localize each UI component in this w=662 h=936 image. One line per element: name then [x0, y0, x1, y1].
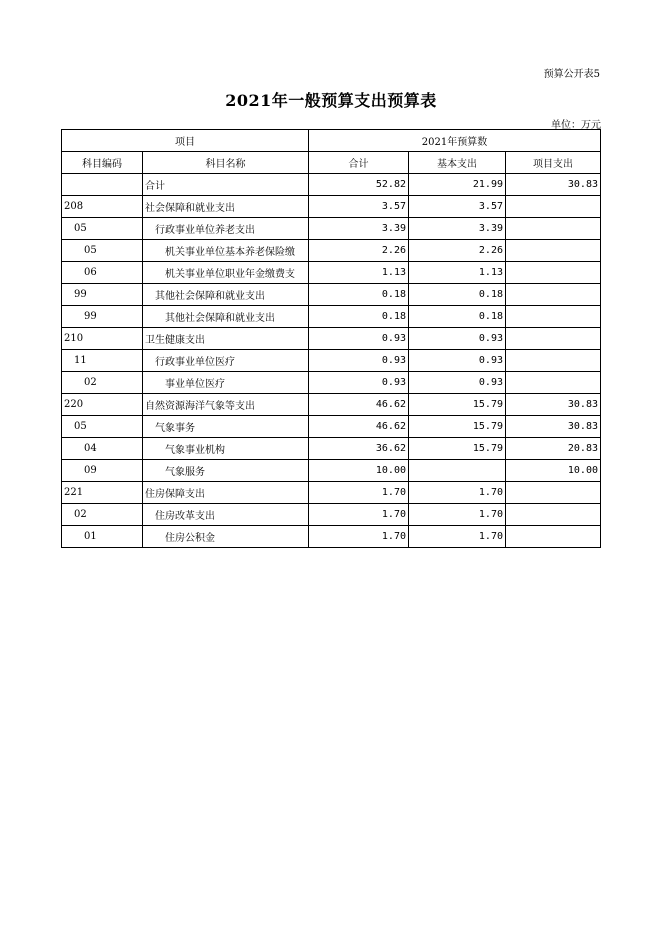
- cell-code: 99: [62, 284, 143, 306]
- cell-name: 卫生健康支出: [143, 328, 309, 350]
- cell-name: 社会保障和就业支出: [143, 196, 309, 218]
- cell-total: 46.62: [309, 416, 409, 438]
- table-row: [62, 438, 601, 460]
- table-row: [62, 240, 601, 262]
- cell-name: 自然资源海洋气象等支出: [143, 394, 309, 416]
- cell-total: 2.26: [309, 240, 409, 262]
- header-code: 科目编码: [62, 152, 143, 174]
- cell-code: 220: [62, 394, 143, 416]
- cell-basic: 3.57: [409, 196, 506, 218]
- cell-name: 事业单位医疗: [143, 372, 309, 394]
- cell-name: 其他社会保障和就业支出: [143, 306, 309, 328]
- table-row: [62, 306, 601, 328]
- cell-project: [506, 240, 601, 262]
- cell-total: 1.70: [309, 526, 409, 548]
- cell-name: 住房保障支出: [143, 482, 309, 504]
- cell-code: 05: [62, 218, 143, 240]
- cell-code: 04: [62, 438, 143, 460]
- cell-basic: 15.79: [409, 416, 506, 438]
- cell-total: 1.70: [309, 504, 409, 526]
- cell-basic: 1.70: [409, 482, 506, 504]
- table-row: [62, 328, 601, 350]
- cell-code: 09: [62, 460, 143, 482]
- cell-name: 行政事业单位养老支出: [143, 218, 309, 240]
- cell-code: [62, 174, 143, 196]
- cell-total: 0.93: [309, 328, 409, 350]
- table-row: [62, 504, 601, 526]
- cell-name: 行政事业单位医疗: [143, 350, 309, 372]
- cell-total: 1.70: [309, 482, 409, 504]
- form-number: 预算公开表5: [543, 69, 600, 80]
- cell-code: 01: [62, 526, 143, 548]
- cell-total: 0.93: [309, 350, 409, 372]
- cell-basic: [409, 460, 506, 482]
- table-row: [62, 174, 601, 196]
- cell-total: 46.62: [309, 394, 409, 416]
- header-basic: 基本支出: [409, 152, 506, 174]
- cell-project: [506, 482, 601, 504]
- group-header-row: [62, 130, 601, 152]
- cell-code: 02: [62, 372, 143, 394]
- cell-total: 3.57: [309, 196, 409, 218]
- cell-code: 221: [62, 482, 143, 504]
- cell-total: 0.18: [309, 306, 409, 328]
- cell-total: 0.93: [309, 372, 409, 394]
- cell-name: 气象服务: [143, 460, 309, 482]
- table-row: [62, 350, 601, 372]
- cell-project: [506, 284, 601, 306]
- cell-name: 气象事业机构: [143, 438, 309, 460]
- cell-project: 10.00: [506, 460, 601, 482]
- cell-code: 11: [62, 350, 143, 372]
- table-row: [62, 482, 601, 504]
- cell-basic: 15.79: [409, 438, 506, 460]
- cell-basic: 1.13: [409, 262, 506, 284]
- cell-basic: 1.70: [409, 504, 506, 526]
- cell-basic: 0.93: [409, 372, 506, 394]
- cell-name: 其他社会保障和就业支出: [143, 284, 309, 306]
- cell-project: 30.83: [506, 416, 601, 438]
- table-row: [62, 416, 601, 438]
- cell-name: 合计: [143, 174, 309, 196]
- cell-basic: 21.99: [409, 174, 506, 196]
- header-item: 项目: [62, 130, 309, 152]
- cell-name: 机关事业单位职业年金缴费支: [143, 262, 309, 284]
- cell-basic: 15.79: [409, 394, 506, 416]
- cell-project: 30.83: [506, 394, 601, 416]
- cell-basic: 1.70: [409, 526, 506, 548]
- cell-code: 05: [62, 416, 143, 438]
- table-row: [62, 460, 601, 482]
- cell-code: 06: [62, 262, 143, 284]
- cell-basic: 0.93: [409, 350, 506, 372]
- cell-name: 住房公积金: [143, 526, 309, 548]
- cell-total: 52.82: [309, 174, 409, 196]
- cell-name: 气象事务: [143, 416, 309, 438]
- cell-code: 208: [62, 196, 143, 218]
- cell-project: [506, 306, 601, 328]
- budget-table: [61, 129, 601, 548]
- cell-project: [506, 196, 601, 218]
- cell-total: 1.13: [309, 262, 409, 284]
- cell-name: 机关事业单位基本养老保险缴: [143, 240, 309, 262]
- header-project: 项目支出: [506, 152, 601, 174]
- cell-total: 36.62: [309, 438, 409, 460]
- cell-name: 住房改革支出: [143, 504, 309, 526]
- cell-project: [506, 328, 601, 350]
- cell-basic: 0.18: [409, 284, 506, 306]
- header-total: 合计: [309, 152, 409, 174]
- header-budget: 2021年预算数: [309, 130, 601, 152]
- cell-code: 210: [62, 328, 143, 350]
- cell-total: 0.18: [309, 284, 409, 306]
- cell-code: 99: [62, 306, 143, 328]
- column-header-row: [62, 152, 601, 174]
- cell-basic: 3.39: [409, 218, 506, 240]
- cell-project: 30.83: [506, 174, 601, 196]
- cell-total: 3.39: [309, 218, 409, 240]
- cell-code: 05: [62, 240, 143, 262]
- page-title: 2021年一般预算支出预算表: [225, 91, 437, 110]
- cell-project: [506, 218, 601, 240]
- cell-project: [506, 262, 601, 284]
- unit-label: 单位：万元: [551, 120, 601, 131]
- cell-total: 10.00: [309, 460, 409, 482]
- table-row: [62, 394, 601, 416]
- cell-project: 20.83: [506, 438, 601, 460]
- cell-basic: 0.93: [409, 328, 506, 350]
- table-row: [62, 196, 601, 218]
- cell-basic: 2.26: [409, 240, 506, 262]
- cell-project: [506, 526, 601, 548]
- cell-project: [506, 372, 601, 394]
- cell-basic: 0.18: [409, 306, 506, 328]
- table-row: [62, 218, 601, 240]
- cell-project: [506, 350, 601, 372]
- table-row: [62, 262, 601, 284]
- cell-code: 02: [62, 504, 143, 526]
- cell-project: [506, 504, 601, 526]
- table-row: [62, 284, 601, 306]
- header-name: 科目名称: [143, 152, 309, 174]
- table-row: [62, 526, 601, 548]
- table-row: [62, 372, 601, 394]
